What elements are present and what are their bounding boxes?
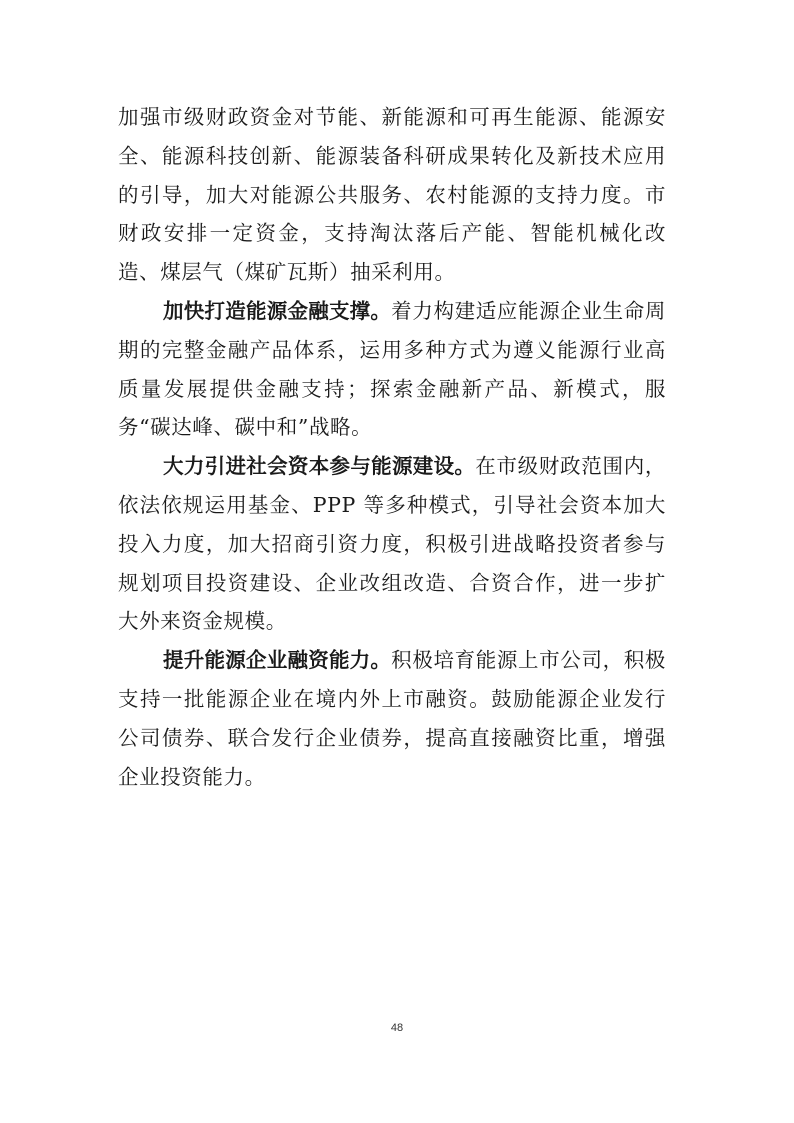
paragraph-financing-capacity [118,641,666,796]
paragraph-body: 着力构建适应能源企业生命周期的完整金融产品体系，运用多种方式为遵义能源行业高质量发展提供金融支持；探索金融新产品、新模式，服务“碳达峰、碳中和”战略。 [118,298,666,440]
paragraph-fiscal-support [118,98,666,292]
paragraph-heading: 提升能源企业融资能力。 [163,648,392,673]
body-text [118,98,666,796]
page-number: 48 [390,1022,404,1034]
paragraph-body: 积极培育能源上市公司，积极支持一批能源企业在境内外上市融资。鼓励能源企业发行公司债券、联合发行企业债券，提高直接融资比重，增强企业投资能力。 [118,648,666,789]
paragraph-body: 加强市级财政资金对节能、新能源和可再生能源、能源安全、能源科技创新、能源装备科研成果转化及新技术应用的引导，加大对能源公共服务、农村能源的支持力度。市财政安排一定资金，支持淘汰落后产能、智能机械化改造、煤层气（煤矿瓦斯）抽采利用。 [118,105,666,285]
paragraph-heading: 大力引进社会资本参与能源建设。 [163,454,476,479]
paragraph-heading: 加快打造能源金融支撑。 [163,298,392,323]
paragraph-body: 在市级财政范围内，依法依规运用基金、PPP 等多种模式，引导社会资本加大投入力度，加大招商引资力度，积极引进战略投资者参与规划项目投资建设、企业改组改造、合资合作，进一步扩大外来资金规模。 [118,454,667,634]
paragraph-energy-finance [118,292,666,447]
paragraph-social-capital [118,447,666,641]
